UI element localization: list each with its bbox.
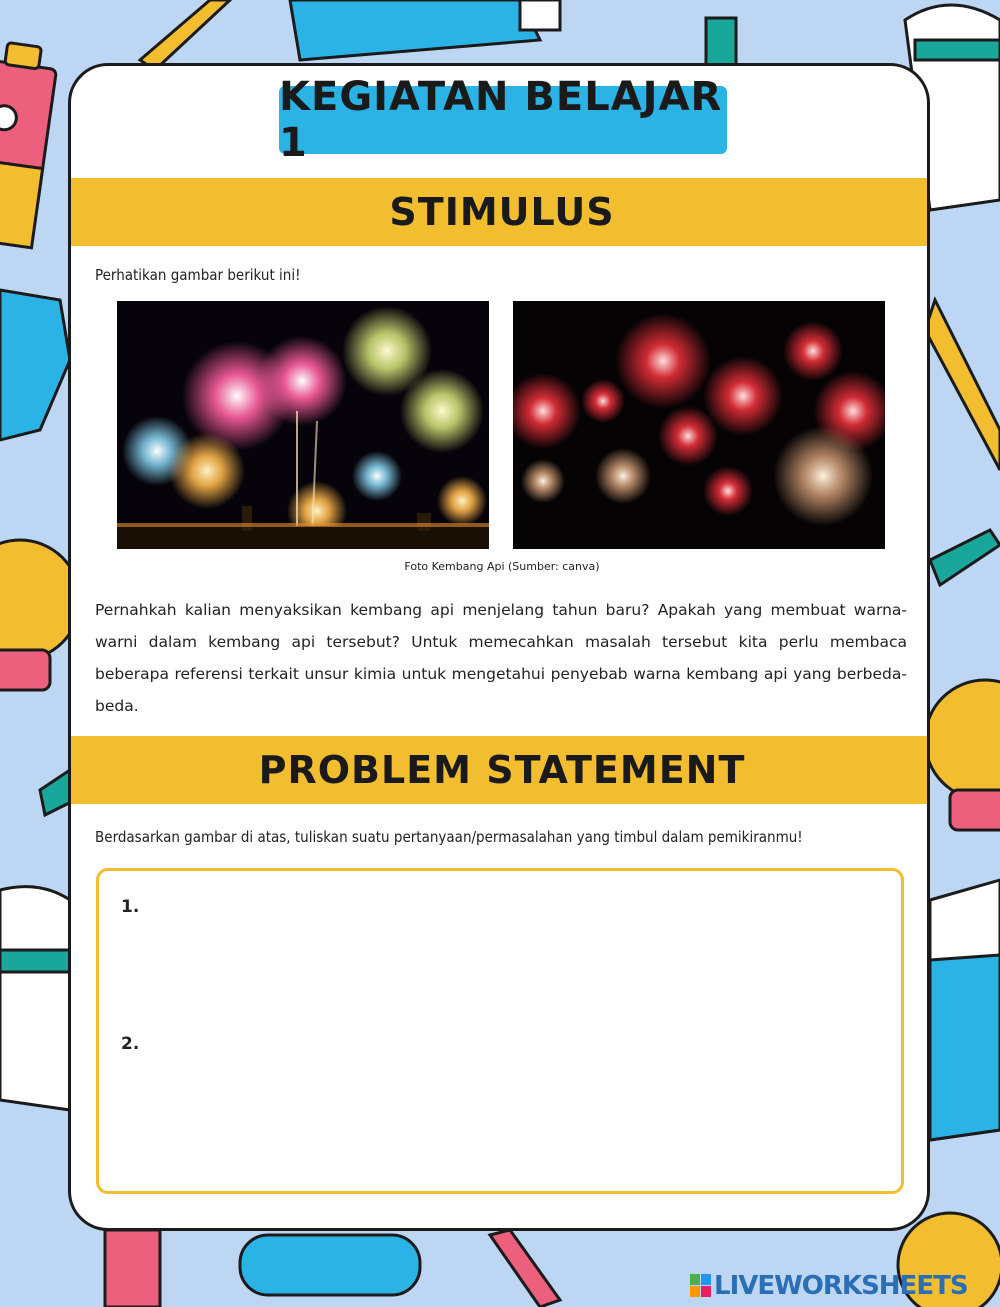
- liveworksheets-watermark: [690, 1268, 990, 1304]
- title-banner: [279, 74, 727, 166]
- problem-instruction: Berdasarkan gambar di atas, tuliskan suatu pertanyaan/permasalahan yang timbul dalam pemikiranmu!: [95, 828, 803, 846]
- tweezers-icon: [930, 530, 1000, 585]
- light-bulb-icon-right: [925, 680, 1000, 830]
- stimulus-paragraph: Pernahkah kalian menyaksikan kembang api menjelang tahun baru? Apakah yang membuat warna-warni dalam kembang api tersebut? Untuk memecahkan masalah tersebut kita perlu membaca beberapa referensi terkait unsur kimia untuk mengetahui penyebab warna kembang api yang berbeda-beda.: [95, 601, 907, 715]
- glove-icon: [0, 290, 70, 440]
- problem-band: [71, 736, 930, 804]
- battery-icon: [0, 40, 59, 248]
- stimulus-heading: STIMULUS: [389, 190, 615, 234]
- answer-number-1: 1.: [121, 897, 140, 917]
- problem-heading: PROBLEM STATEMENT: [258, 748, 746, 792]
- flask-icon-right: [930, 880, 1000, 1140]
- photo-caption: Foto Kembang Api (Sumber: canva): [404, 560, 600, 573]
- flask-icon: [290, 0, 560, 60]
- goggles-icon: [240, 1235, 420, 1295]
- stimulus-band: [71, 178, 930, 246]
- fireworks-photo-red: [513, 301, 885, 549]
- answer-box[interactable]: [96, 868, 904, 1194]
- test-tube-icon: [706, 18, 736, 68]
- liveworksheets-logo-icon: [690, 1272, 712, 1300]
- beaker-icon-left: [0, 887, 70, 1110]
- dropper-icon: [490, 1230, 560, 1307]
- fireworks-red-image: [513, 301, 885, 549]
- fireworks-city-image: [117, 301, 489, 549]
- pencil-icon-right: [925, 300, 1000, 470]
- fireworks-photo-city: [117, 301, 489, 549]
- liveworksheets-text: LIVEWORKSHEETS: [714, 1271, 968, 1301]
- pencil-icon: [140, 0, 230, 70]
- worksheet-card: [68, 63, 930, 1231]
- answer-number-2: 2.: [121, 1034, 140, 1054]
- stimulus-instruction: Perhatikan gambar berikut ini!: [95, 266, 301, 284]
- test-tube-icon-bottom: [105, 1230, 160, 1307]
- page-title: KEGIATAN BELAJAR 1: [279, 74, 723, 166]
